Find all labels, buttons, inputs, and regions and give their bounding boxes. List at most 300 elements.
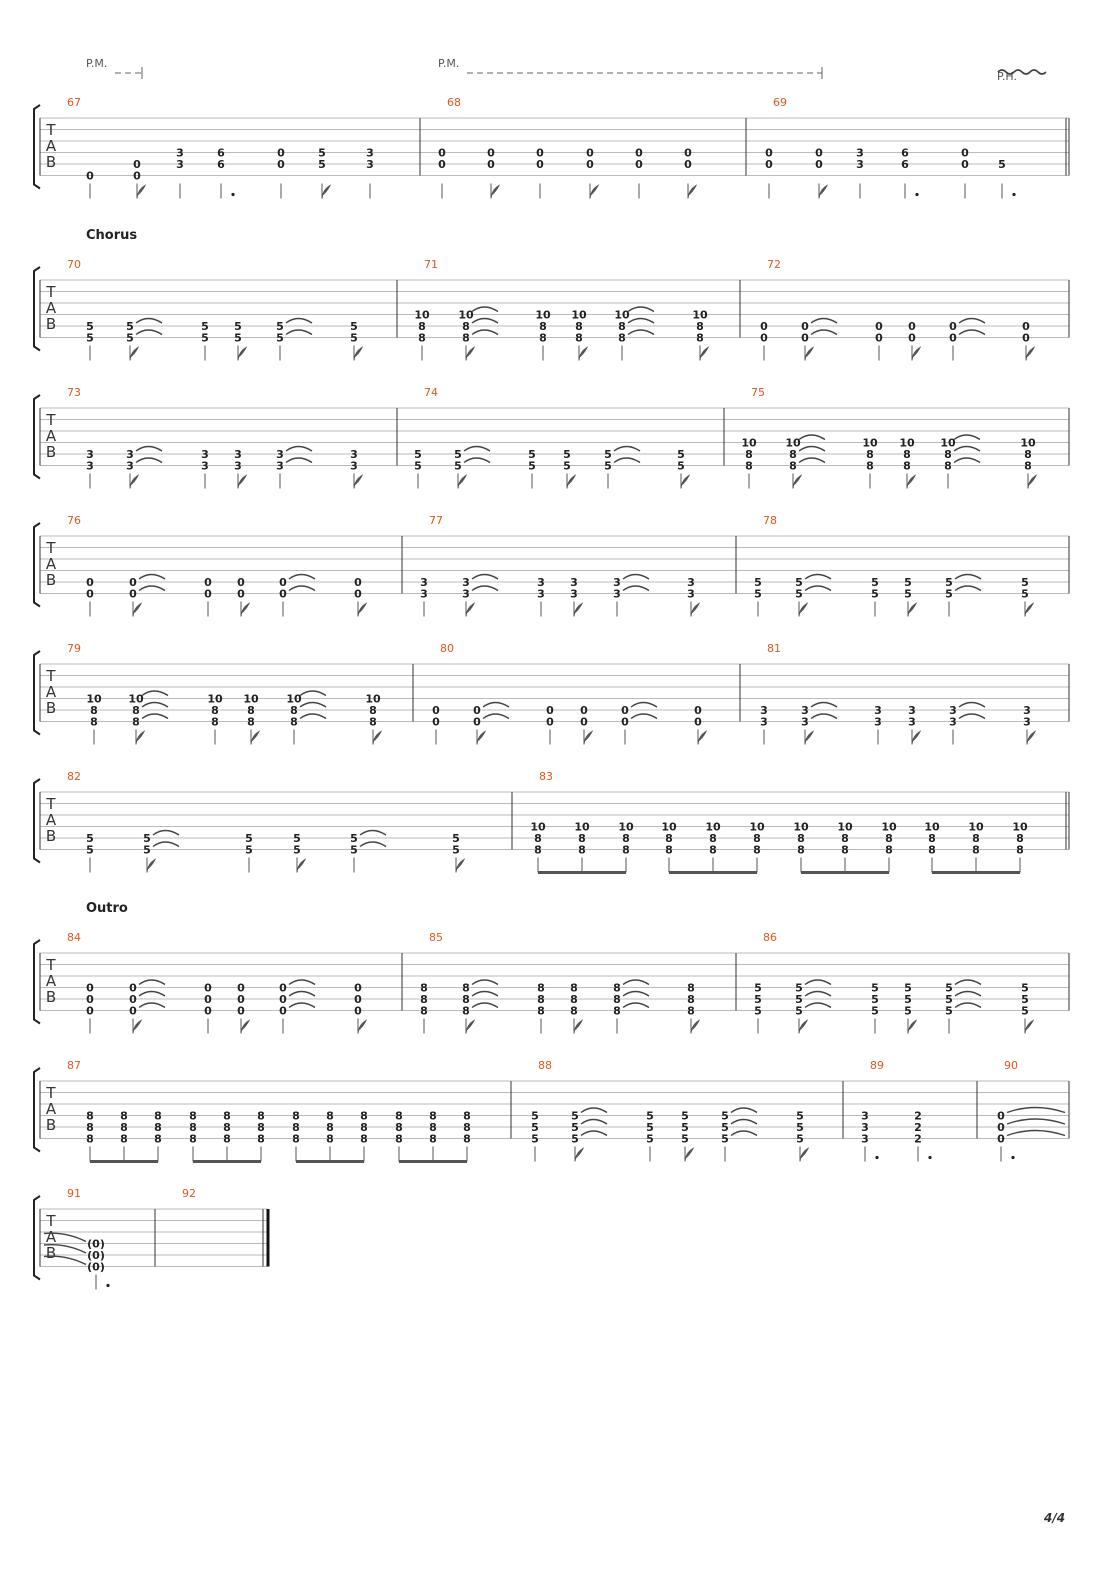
fret-number: 3 [366,158,374,171]
tie-arc [628,319,654,324]
fret-number: 5 [796,1109,804,1123]
fret-number: 8 [1016,843,1024,857]
fret-number: 8 [944,448,952,461]
fret-number: 0 [432,704,440,717]
fret-number: 8 [211,704,219,717]
note-flag [805,732,813,745]
tie-arc [472,307,498,312]
fret-number: 8 [429,1132,437,1146]
fret-number: 3 [86,448,94,461]
fret-number: 10 [86,692,102,706]
measure-number: 82 [67,770,81,783]
fret-number: 8 [539,331,547,345]
fret-number: 5 [454,448,462,461]
tab-clef-letter: A [45,683,57,701]
fret-number: 0 [997,1132,1005,1146]
fret-number: 5 [531,1109,539,1123]
fret-number: 8 [418,331,426,345]
fret-number: 8 [885,843,893,857]
tie-arc [360,831,386,836]
fret-number: 8 [189,1132,197,1146]
tie-arc [731,1108,757,1113]
fret-number: 0 [129,981,137,995]
fret-number: 5 [604,448,612,461]
fret-number: 5 [143,843,151,857]
fret-number: 0 [86,576,94,589]
measure-number: 80 [440,642,454,655]
system-bracket [34,1196,40,1280]
fret-number: 8 [290,704,298,717]
fret-number: 8 [326,1132,334,1146]
tie-arc [628,307,654,312]
palm-mute-label: P.M. [438,57,460,70]
fret-number: 0 [237,587,245,601]
note-flag [458,476,466,489]
fret-number: 0 [635,146,643,160]
fret-number: 5 [234,320,242,333]
fret-number: 5 [945,981,953,995]
fret-number: 8 [687,993,695,1006]
note-flag [579,348,587,361]
tie-arc [954,435,980,440]
fret-number: 5 [871,1004,879,1018]
fret-number: 0 [279,587,287,601]
fret-number: 5 [754,576,762,589]
tie-arc [289,992,315,997]
fret-number: 0 [949,331,957,345]
fret-number: 5 [293,843,301,857]
note-flag [1027,732,1035,745]
fret-number: 5 [563,448,571,461]
tie-arc [805,575,831,580]
system-bracket [34,1068,40,1152]
fret-number: 10 [924,820,940,834]
note-flag [491,186,499,199]
tab-clef-letter: B [45,443,57,461]
fret-number: 10 [940,436,956,450]
fret-number: 10 [793,820,809,834]
tab-clef-letter: B [45,315,57,333]
note-flag [238,348,246,361]
measure-number: 92 [182,1187,196,1200]
fret-number: 0 [204,981,212,995]
fret-number: 8 [395,1121,403,1134]
fret-number: 8 [903,448,911,461]
fret-number: 3 [760,704,768,717]
fret-number: 8 [189,1109,197,1123]
tie-arc [472,575,498,580]
fret-number: 0 [133,169,141,183]
fret-number: 8 [462,1004,470,1018]
tie-arc [799,447,825,452]
tie-arc [623,575,649,580]
fret-number: 0 [815,158,823,171]
fret-number: 0 [86,981,94,995]
fret-number: 0 [580,715,588,729]
tie-arc [959,319,985,324]
fret-number: 3 [874,715,882,729]
measure-number: 75 [751,386,765,399]
fret-number: 8 [462,331,470,345]
tie-arc [139,1003,165,1008]
fret-number: 10 [365,692,381,706]
tie-arc [581,1108,607,1113]
fret-number: 8 [326,1109,334,1123]
note-flag [130,476,138,489]
note-flag [477,732,485,745]
fret-number: 8 [154,1109,162,1123]
fret-number: 0 [277,158,285,171]
note-flag [912,348,920,361]
tie-arc [472,330,498,335]
fret-number: 3 [856,146,864,160]
fret-number: 0 [1022,331,1030,345]
fret-number: 8 [797,843,805,857]
fret-number: 8 [972,843,980,857]
note-flag [133,1021,141,1034]
fret-number: 5 [350,331,358,345]
measure-number: 70 [67,258,81,271]
tie-arc [623,586,649,591]
fret-number: 8 [789,459,797,473]
fret-number: 10 [458,308,474,322]
note-flag [567,476,575,489]
fret-number: 0 [580,704,588,717]
fret-number: 3 [234,448,242,461]
measure-number: 90 [1004,1059,1018,1072]
page-number: 4/4 [1044,1511,1066,1525]
fret-number: 0 [354,993,362,1006]
fret-number: 5 [754,981,762,995]
note-flag [698,732,706,745]
fret-number: 8 [570,981,578,995]
section-label: Chorus [86,228,138,243]
measure-number: 74 [424,386,438,399]
tie-arc [631,703,657,708]
fret-number: 5 [945,576,953,589]
fret-number: 5 [571,1109,579,1123]
fret-number: 0 [875,320,883,333]
fret-number: 5 [1021,993,1029,1006]
note-flag [373,732,381,745]
fret-number: 5 [126,331,134,345]
fret-number: 10 [862,436,878,450]
tab-clef-letter: T [46,411,56,429]
fret-number: 8 [537,981,545,995]
tab-clef-letter: A [45,1100,57,1118]
fret-number: 8 [575,331,583,345]
fret-number: 5 [754,993,762,1006]
tie-arc [623,992,649,997]
fret-number: 0 [354,576,362,589]
fret-number: 8 [211,715,219,729]
tie-arc [811,330,837,335]
tie-arc [954,458,980,463]
fret-number: 5 [276,320,284,333]
fret-number: 8 [360,1132,368,1146]
fret-number: 0 [586,146,594,160]
fret-number: 3 [537,587,545,601]
fret-number: (0) [87,1237,105,1251]
note-flag [136,732,144,745]
note-flag [1025,604,1033,617]
tab-clef-letter: B [45,699,57,717]
tie-arc [136,447,162,452]
fret-number: 10 [968,820,984,834]
tie-arc [300,714,326,719]
measure-number: 84 [67,931,81,944]
note-flag [241,1021,249,1034]
fret-number: 5 [414,448,422,461]
fret-number: 5 [795,1004,803,1018]
tie-arc [731,1120,757,1125]
note-flag [297,860,305,873]
fret-number: 8 [885,832,893,845]
fret-number: 0 [279,993,287,1006]
measure-number: 89 [870,1059,884,1072]
fret-number: 8 [570,1004,578,1018]
fret-number: 10 [618,820,634,834]
fret-number: 6 [901,146,909,160]
fret-number: 8 [292,1109,300,1123]
fret-number: 8 [154,1132,162,1146]
note-flag [241,604,249,617]
tie-arc [136,319,162,324]
fret-number: 3 [234,459,242,473]
fret-number: 8 [613,981,621,995]
fret-number: 8 [745,448,753,461]
tab-clef-letter: A [45,1228,57,1246]
fret-number: 3 [537,576,545,589]
fret-number: 8 [429,1121,437,1134]
fret-number: 0 [765,158,773,171]
fret-number: 3 [350,459,358,473]
fret-number: 8 [326,1121,334,1134]
fret-number: 3 [276,448,284,461]
fret-number: 10 [1020,436,1036,450]
tie-arc [628,330,654,335]
note-flag [466,348,474,361]
tab-clef-letter: B [45,571,57,589]
tie-arc [289,980,315,985]
fret-number: 8 [1024,459,1032,473]
fret-number: 8 [90,715,98,729]
fret-number: 0 [86,1004,94,1018]
note-flag [358,1021,366,1034]
fret-number: 8 [753,843,761,857]
fret-number: 8 [944,459,952,473]
note-flag [354,348,362,361]
fret-number: 3 [1023,704,1031,717]
fret-number: 8 [534,832,542,845]
tie-arc [286,458,312,463]
fret-number: 8 [462,981,470,995]
note-flag [908,1021,916,1034]
note-flag [251,732,259,745]
fret-number: 0 [684,158,692,171]
fret-number: 0 [487,158,495,171]
rhythm-dot [231,193,234,196]
fret-number: 5 [293,832,301,845]
fret-number: 10 [1012,820,1028,834]
fret-number: 2 [914,1109,922,1123]
fret-number: 8 [86,1109,94,1123]
tie-arc [805,992,831,997]
fret-number: 0 [586,158,594,171]
tie-arc [731,1131,757,1136]
fret-number: 8 [578,843,586,857]
fret-number: 8 [120,1121,128,1134]
fret-number: 8 [120,1132,128,1146]
fret-number: 5 [681,1121,689,1134]
fret-number: 0 [546,704,554,717]
note-flag [685,1149,693,1162]
tie-arc [289,586,315,591]
fret-number: 0 [635,158,643,171]
fret-number: 8 [223,1109,231,1123]
fret-number: (0) [87,1260,105,1274]
tab-clef-letter: B [45,827,57,845]
tie-arc [1007,1131,1065,1136]
tab-clef-letter: A [45,137,57,155]
system-bracket [34,940,40,1024]
fret-number: 5 [796,1132,804,1146]
system-bracket [34,523,40,607]
tab-clef-letter: T [46,1212,56,1230]
fret-number: 8 [462,993,470,1006]
fret-number: 0 [438,158,446,171]
fret-number: 8 [622,832,630,845]
tab-clef-letter: T [46,667,56,685]
fret-number: 8 [257,1121,265,1134]
fret-number: 0 [801,320,809,333]
fret-number: 10 [414,308,430,322]
fret-number: 3 [1023,715,1031,729]
fret-number: 10 [785,436,801,450]
fret-number: 0 [354,1004,362,1018]
fret-number: 5 [677,448,685,461]
fret-number: 8 [665,843,673,857]
note-flag [133,604,141,617]
tie-arc [955,992,981,997]
fret-number: 8 [420,981,428,995]
fret-number: 5 [904,576,912,589]
rhythm-dot [915,193,918,196]
tie-arc [959,330,985,335]
tie-arc [811,703,837,708]
fret-number: 0 [765,146,773,160]
fret-number: 3 [613,587,621,601]
measure-number: 67 [67,96,81,109]
fret-number: 8 [622,843,630,857]
fret-number: 5 [871,981,879,995]
fret-number: 8 [570,993,578,1006]
fret-number: 10 [692,308,708,322]
fret-number: 5 [245,843,253,857]
fret-number: 10 [574,820,590,834]
fret-number: 6 [217,158,225,171]
fret-number: 10 [571,308,587,322]
fret-number: 0 [432,715,440,729]
tab-clef-letter: T [46,121,56,139]
fret-number: 8 [429,1109,437,1123]
fret-number: 3 [801,704,809,717]
fret-number: 10 [286,692,302,706]
fret-number: 8 [223,1132,231,1146]
tab-clef-letter: A [45,972,57,990]
fret-number: 8 [753,832,761,845]
fret-number: 8 [613,1004,621,1018]
fret-number: 0 [997,1121,1005,1134]
tie-arc [811,319,837,324]
tie-arc [472,1003,498,1008]
tab-clef-letter: A [45,427,57,445]
tie-arc [955,575,981,580]
system-bracket [34,651,40,735]
fret-number: 3 [908,715,916,729]
tie-arc [286,319,312,324]
fret-number: 8 [86,1132,94,1146]
system-bracket [34,779,40,863]
fret-number: 8 [613,993,621,1006]
fret-number: 8 [369,715,377,729]
fret-number: 3 [366,146,374,160]
fret-number: 5 [754,1004,762,1018]
fret-number: 5 [86,320,94,333]
fret-number: 5 [646,1109,654,1123]
rhythm-dot [106,1284,109,1287]
tie-arc [581,1120,607,1125]
fret-number: 8 [687,1004,695,1018]
fret-number: 5 [1021,587,1029,601]
fret-number: 5 [945,587,953,601]
tie-arc [300,703,326,708]
fret-number: 8 [463,1132,471,1146]
tie-arc [805,1003,831,1008]
fret-number: 5 [721,1121,729,1134]
note-flag [800,1149,808,1162]
tie-arc [139,980,165,985]
fret-number: 5 [234,331,242,345]
measure-number: 69 [773,96,787,109]
tie-arc [139,575,165,580]
fret-number: 8 [395,1109,403,1123]
fret-number: 5 [414,459,422,473]
fret-number: 3 [126,448,134,461]
fret-number: 8 [189,1121,197,1134]
fret-number: 3 [874,704,882,717]
fret-number: 8 [257,1109,265,1123]
tab-clef-letter: T [46,956,56,974]
fret-number: 5 [998,158,1006,171]
measure-number: 77 [429,514,443,527]
note-flag [358,604,366,617]
note-flag [590,186,598,199]
measure-number: 87 [67,1059,81,1072]
fret-number: 0 [277,146,285,160]
fret-number: 5 [904,981,912,995]
fret-number: 5 [350,843,358,857]
fret-number: 5 [563,459,571,473]
measure-number: 81 [767,642,781,655]
tab-clef-letter: B [45,988,57,1006]
fret-number: 5 [795,576,803,589]
tie-arc [955,586,981,591]
tab-clef-letter: B [45,153,57,171]
fret-number: 0 [536,146,544,160]
note-flag [691,1021,699,1034]
measure-number: 88 [538,1059,552,1072]
